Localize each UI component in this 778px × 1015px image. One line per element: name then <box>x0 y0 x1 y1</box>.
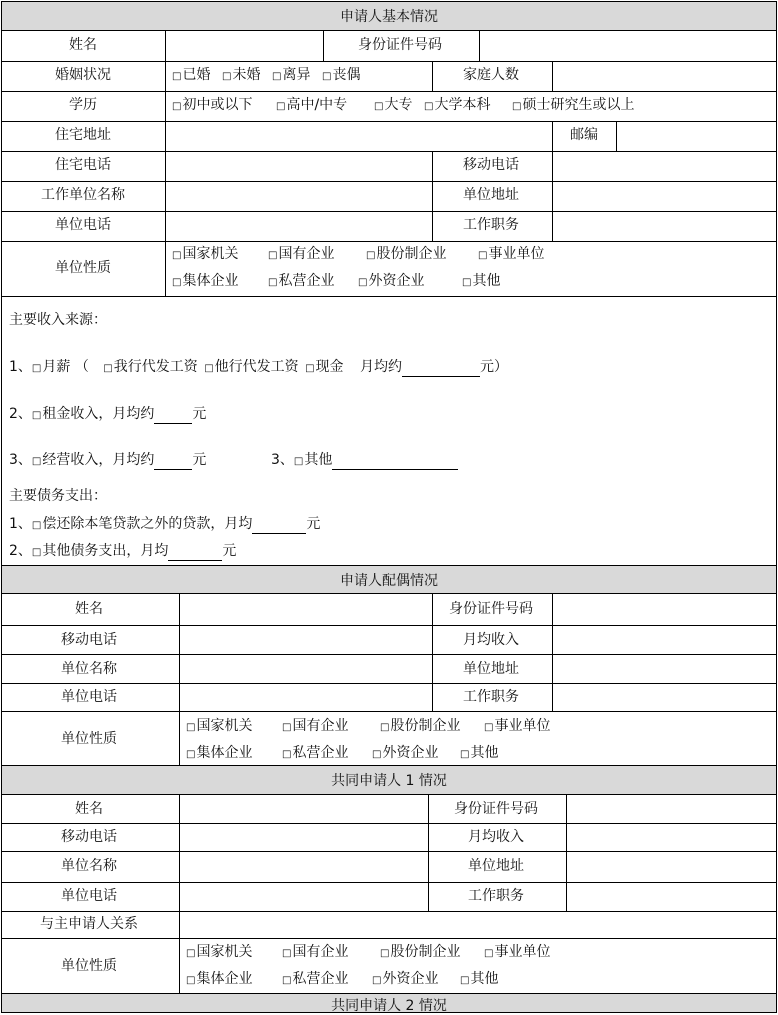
business-amount-blank[interactable] <box>154 455 192 470</box>
nature-option-joint-stock[interactable]: □股份制企业 <box>366 246 447 262</box>
spouse-mobile-field[interactable] <box>180 627 430 653</box>
education-option-junior[interactable]: □初中或以下 <box>172 97 253 113</box>
spouse-income-field[interactable] <box>553 627 774 653</box>
co1-nature-label: 单位性质 <box>61 958 117 974</box>
applicant-employer-address-field[interactable] <box>553 183 774 209</box>
checkbox-icon: □ <box>172 101 182 112</box>
education-option-highschool[interactable]: □高中/中专 <box>276 97 348 113</box>
spouse-nature-option-collective[interactable]: □集体企业 <box>186 745 253 761</box>
checkbox-icon: □ <box>186 948 196 959</box>
income-business-line: 3、□经营收入，月均约 元 <box>9 452 207 468</box>
checkbox-icon: □ <box>374 101 384 112</box>
applicant-education-label: 学历 <box>69 97 97 113</box>
applicant-postcode-field[interactable] <box>617 123 774 149</box>
spouse-nature-option-foreign[interactable]: □外资企业 <box>372 745 439 761</box>
checkbox-icon: □ <box>172 277 182 288</box>
checkbox-icon: □ <box>484 722 494 733</box>
spouse-nature-label: 单位性质 <box>61 731 117 747</box>
checkbox-icon: □ <box>282 948 292 959</box>
checkbox-icon: □ <box>282 975 292 986</box>
checkbox-icon: □ <box>512 101 522 112</box>
co2-section-title: 共同申请人 2 情况 <box>331 998 447 1014</box>
marital-option-divorced[interactable]: □离异 <box>272 67 311 83</box>
checkbox-icon: □ <box>172 71 182 82</box>
applicant-section-title: 申请人基本情况 <box>340 9 438 25</box>
co1-employer-address-field[interactable] <box>567 853 774 880</box>
co1-income-field[interactable] <box>567 825 774 849</box>
checkbox-icon: □ <box>478 250 488 261</box>
applicant-name-label: 姓名 <box>69 37 97 53</box>
co1-relation-field[interactable] <box>180 913 774 937</box>
applicant-nature-label: 单位性质 <box>55 260 111 276</box>
applicant-section-header <box>1 1 777 31</box>
nature-option-institution[interactable]: □事业单位 <box>478 246 545 262</box>
checkbox-icon: □ <box>305 363 315 374</box>
applicant-family-size-field[interactable] <box>553 63 774 89</box>
spouse-id-field[interactable] <box>553 596 774 623</box>
co1-position-field[interactable] <box>567 884 774 910</box>
applicant-id-label: 身份证件号码 <box>358 37 442 53</box>
other-income-blank[interactable] <box>332 455 458 470</box>
co1-nature-option-institution[interactable]: □事业单位 <box>484 944 551 960</box>
income-rent-line: 2、□租金收入，月均约 元 <box>9 406 207 422</box>
checkbox-icon: □ <box>276 101 286 112</box>
loan-amount-blank[interactable] <box>252 519 306 534</box>
rent-amount-blank[interactable] <box>154 409 192 424</box>
checkbox-icon: □ <box>268 277 278 288</box>
debt-loan-line: 1、□偿还除本笔贷款之外的贷款，月均 元 <box>9 516 321 532</box>
co1-work-phone-label: 单位电话 <box>61 888 117 904</box>
applicant-employer-address-label: 单位地址 <box>463 187 519 203</box>
spouse-name-field[interactable] <box>180 596 430 623</box>
co1-nature-option-government[interactable]: □国家机关 <box>186 944 253 960</box>
checkbox-icon[interactable]: □ <box>293 456 304 467</box>
applicant-home-phone-label: 住宅电话 <box>55 157 111 173</box>
applicant-address-field[interactable] <box>166 123 550 149</box>
spouse-employer-address-field[interactable] <box>553 656 774 682</box>
checkbox-icon[interactable]: □ <box>31 363 42 374</box>
co1-employer-label: 单位名称 <box>61 858 117 874</box>
checkbox-icon: □ <box>372 975 382 986</box>
applicant-employer-label: 工作单位名称 <box>41 187 125 203</box>
co1-work-phone-field[interactable] <box>180 884 426 910</box>
spouse-work-phone-field[interactable] <box>180 685 430 710</box>
checkbox-icon: □ <box>282 722 292 733</box>
other-debt-blank[interactable] <box>168 546 222 561</box>
spouse-nature-option-joint-stock[interactable]: □股份制企业 <box>380 718 461 734</box>
applicant-work-phone-label: 单位电话 <box>55 217 111 233</box>
checkbox-icon: □ <box>186 722 196 733</box>
checkbox-icon[interactable]: □ <box>31 410 42 421</box>
salary-option-our-bank[interactable]: □我行代发工资 <box>103 359 198 375</box>
checkbox-icon: □ <box>186 975 196 986</box>
spouse-position-label: 工作职务 <box>463 689 519 705</box>
co1-relation-label: 与主申请人关系 <box>40 916 138 932</box>
spouse-id-label: 身份证件号码 <box>449 601 533 617</box>
checkbox-icon: □ <box>424 101 434 112</box>
checkbox-icon: □ <box>462 277 472 288</box>
applicant-position-label: 工作职务 <box>463 217 519 233</box>
applicant-family-size-label: 家庭人数 <box>463 67 519 83</box>
co1-position-label: 工作职务 <box>468 888 524 904</box>
checkbox-icon: □ <box>322 71 332 82</box>
co1-mobile-field[interactable] <box>180 825 426 849</box>
checkbox-icon[interactable]: □ <box>31 547 42 558</box>
spouse-nature-option-other[interactable]: □其他 <box>460 745 499 761</box>
checkbox-icon: □ <box>204 363 214 374</box>
checkbox-icon: □ <box>272 71 282 82</box>
spouse-nature-option-state-owned[interactable]: □国有企业 <box>282 718 349 734</box>
nature-option-other[interactable]: □其他 <box>462 273 501 289</box>
marital-option-widowed[interactable]: □丧偶 <box>322 67 361 83</box>
checkbox-icon[interactable]: □ <box>31 456 42 467</box>
spouse-section-title: 申请人配偶情况 <box>340 572 438 589</box>
checkbox-icon: □ <box>380 722 390 733</box>
checkbox-icon: □ <box>186 749 196 760</box>
salary-option-cash[interactable]: □现金 <box>305 359 344 375</box>
spouse-employer-address-label: 单位地址 <box>463 661 519 677</box>
applicant-mobile-label: 移动电话 <box>463 157 519 173</box>
debt-heading: 主要债务支出： <box>9 488 107 504</box>
spouse-nature-option-institution[interactable]: □事业单位 <box>484 718 551 734</box>
education-option-college[interactable]: □大专 <box>374 97 413 113</box>
co1-nature-option-collective[interactable]: □集体企业 <box>186 971 253 987</box>
checkbox-icon: □ <box>282 749 292 760</box>
nature-option-foreign[interactable]: □外资企业 <box>358 273 425 289</box>
checkbox-icon: □ <box>484 948 494 959</box>
education-option-bachelor[interactable]: □大学本科 <box>424 97 491 113</box>
spouse-employer-label: 单位名称 <box>61 661 117 677</box>
spouse-nature-option-private[interactable]: □私营企业 <box>282 745 349 761</box>
spouse-mobile-label: 移动电话 <box>61 632 117 648</box>
checkbox-icon: □ <box>380 948 390 959</box>
co1-name-label: 姓名 <box>75 801 103 817</box>
applicant-marital-label: 婚姻状况 <box>55 67 111 83</box>
nature-option-government[interactable]: □国家机关 <box>172 246 239 262</box>
checkbox-icon: □ <box>103 363 113 374</box>
checkbox-icon: □ <box>460 975 470 986</box>
nature-option-collective[interactable]: □集体企业 <box>172 273 239 289</box>
checkbox-icon: □ <box>222 71 232 82</box>
debt-other-line: 2、□其他债务支出，月均 元 <box>9 543 237 559</box>
spouse-name-label: 姓名 <box>75 601 103 617</box>
salary-option-other-bank[interactable]: □他行代发工资 <box>204 359 299 375</box>
salary-amount-blank[interactable] <box>402 362 480 377</box>
co1-id-field[interactable] <box>567 797 774 821</box>
applicant-name-field[interactable] <box>166 33 320 59</box>
spouse-position-field[interactable] <box>553 685 774 710</box>
education-option-master[interactable]: □硕士研究生或以上 <box>512 97 635 113</box>
applicant-work-phone-field[interactable] <box>166 213 430 239</box>
applicant-position-field[interactable] <box>553 213 774 239</box>
co1-name-field[interactable] <box>180 797 426 821</box>
income-other-line: 3、□其他 <box>271 452 458 470</box>
applicant-home-phone-field[interactable] <box>166 153 430 179</box>
applicant-address-label: 住宅地址 <box>55 127 111 143</box>
co1-nature-option-other[interactable]: □其他 <box>460 971 499 987</box>
co1-nature-option-foreign[interactable]: □外资企业 <box>372 971 439 987</box>
spouse-income-label: 月均收入 <box>463 632 519 648</box>
applicant-employer-field[interactable] <box>166 183 430 209</box>
marital-option-unmarried[interactable]: □未婚 <box>222 67 261 83</box>
spouse-employer-field[interactable] <box>180 656 430 682</box>
co1-id-label: 身份证件号码 <box>454 801 538 817</box>
co1-section-header <box>1 765 777 795</box>
co1-employer-address-label: 单位地址 <box>468 858 524 874</box>
co1-nature-option-state-owned[interactable]: □国有企业 <box>282 944 349 960</box>
co2-section-header <box>1 993 777 1013</box>
nature-option-private[interactable]: □私营企业 <box>268 273 335 289</box>
co1-nature-option-joint-stock[interactable]: □股份制企业 <box>380 944 461 960</box>
co1-nature-option-private[interactable]: □私营企业 <box>282 971 349 987</box>
checkbox-icon: □ <box>460 749 470 760</box>
checkbox-icon: □ <box>366 250 376 261</box>
income-salary-line: 1、□月薪 （ □我行代发工资 □他行代发工资 □现金 月均约 元） <box>9 359 508 375</box>
co1-income-label: 月均收入 <box>468 829 524 845</box>
applicant-id-field[interactable] <box>480 33 774 59</box>
checkbox-icon: □ <box>172 250 182 261</box>
checkbox-icon: □ <box>358 277 368 288</box>
checkbox-icon: □ <box>372 749 382 760</box>
co1-section-title: 共同申请人 1 情况 <box>331 773 447 789</box>
nature-option-state-owned[interactable]: □国有企业 <box>268 246 335 262</box>
checkbox-icon[interactable]: □ <box>31 520 42 531</box>
spouse-section-header <box>1 565 777 594</box>
marital-option-married[interactable]: □已婚 <box>172 67 211 83</box>
checkbox-icon: □ <box>268 250 278 261</box>
co1-mobile-label: 移动电话 <box>61 829 117 845</box>
applicant-mobile-field[interactable] <box>553 153 774 179</box>
spouse-work-phone-label: 单位电话 <box>61 689 117 705</box>
spouse-nature-option-government[interactable]: □国家机关 <box>186 718 253 734</box>
co1-employer-field[interactable] <box>180 853 426 880</box>
applicant-postcode-label: 邮编 <box>570 127 598 143</box>
income-heading: 主要收入来源： <box>9 312 107 328</box>
